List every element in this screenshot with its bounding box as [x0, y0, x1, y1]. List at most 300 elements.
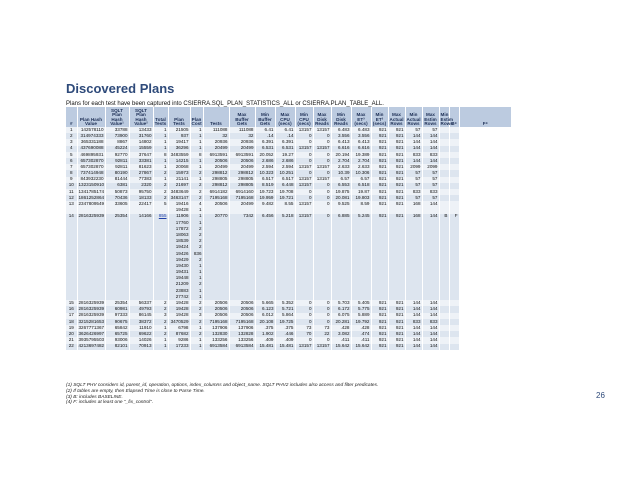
table-cell: 6.517 — [275, 177, 295, 183]
table-cell: 19.723 — [255, 189, 275, 195]
table-cell: 15.481 — [255, 344, 275, 350]
table-cell: 2.704 — [351, 158, 371, 164]
table-cell: 921 — [371, 139, 388, 145]
table-cell: 0 — [313, 152, 331, 158]
table-cell: 33605 — [105, 201, 129, 207]
page-number: 26 — [596, 391, 605, 400]
table-cell: 144 — [422, 325, 439, 331]
table-cell: 13433 — [129, 127, 153, 133]
table-cell: 73 — [313, 325, 331, 331]
table-cell: 0 — [313, 319, 331, 325]
table-cell: 5.665 — [255, 300, 275, 306]
table-cell: 3470529 — [168, 319, 190, 325]
footnotes — [66, 383, 378, 406]
column-header: Max Estim Rows — [422, 107, 439, 127]
table-cell: 0 — [313, 214, 331, 220]
table-cell: 1 — [190, 220, 203, 226]
table-cell: 10.251 — [275, 170, 295, 176]
table-cell: 14166 — [129, 214, 153, 220]
table-cell: 81444 — [105, 177, 129, 183]
table-cell: 921 — [371, 313, 388, 319]
table-cell: 0 — [295, 195, 313, 201]
table-cell: 921 — [371, 337, 388, 343]
table-cell: 833 — [422, 189, 439, 195]
table-cell: 6.413 — [351, 139, 371, 145]
table-cell: 137906 — [203, 325, 229, 331]
table-cell: 18 — [66, 319, 77, 325]
table-cell: 6913584 — [203, 344, 229, 350]
table-cell: 2 — [190, 232, 203, 238]
table-cell: 833 — [405, 152, 422, 158]
column-header: F⁴ — [459, 107, 512, 127]
table-cell: 2.704 — [331, 158, 351, 164]
table-cell: 3463147 — [168, 195, 190, 201]
table-cell: 8 — [66, 170, 77, 176]
table-cell: 921 — [371, 195, 388, 201]
page-description: Plans for each test have been captured into CSIERRA.SQL_PLAN_STATISTICS_ALL or CSIERRA.PLAN_TABLE_ALL. — [66, 101, 384, 107]
table-cell: 0 — [313, 306, 331, 312]
table-cell: 20506 — [229, 313, 255, 319]
table-cell: 921 — [388, 331, 405, 337]
table-cell: 2347809549 — [78, 201, 105, 207]
column-header: B⁴ — [449, 107, 459, 127]
table-cell: 11910 — [129, 325, 153, 331]
table-cell: 5.703 — [331, 300, 351, 306]
table-cell: 31760 — [129, 133, 153, 139]
table-cell: 1 — [190, 177, 203, 183]
table-cell: 2 — [153, 170, 168, 176]
footnote: (3) B: includes BASELINE. — [66, 394, 123, 400]
table-cell: 20506 — [203, 201, 229, 207]
column-header: Max ET³ (secs) — [351, 107, 371, 127]
table-cell: 2 — [190, 195, 203, 201]
table-cell: 19416 — [168, 201, 190, 207]
table-cell: 90675 — [105, 319, 129, 325]
table-cell: 6.885 — [331, 214, 351, 220]
table-cell: 8 — [190, 152, 203, 158]
table-cell: 3267771367 — [78, 325, 105, 330]
table-cell: 1 — [190, 127, 203, 133]
table-cell: 298805 — [229, 177, 255, 183]
table-cell: 921 — [371, 344, 388, 350]
table-cell: 1 — [190, 207, 203, 213]
table-cell: 469895931 — [77, 152, 105, 158]
table-cell: 1341785174 — [78, 188, 105, 194]
table-cell: 18539 — [168, 238, 190, 244]
table-cell: 13157 — [313, 177, 331, 183]
table-cell: 921 — [388, 306, 405, 312]
table-cell: 13157 — [313, 146, 331, 152]
table-cell: 2099 — [405, 164, 422, 170]
table-cell: 17 — [66, 313, 77, 319]
table-cell: 20506 — [203, 300, 229, 306]
table-cell: 10.323 — [255, 170, 275, 176]
table-cell: 6913591 — [203, 152, 229, 158]
table-cell: 3483559 — [168, 152, 190, 158]
table-cell: 13157 — [313, 164, 331, 170]
table-cell: 144 — [422, 146, 439, 152]
table-cell: .14 — [255, 133, 275, 139]
table-cell: 21141 — [168, 177, 190, 183]
table-cell: .411 — [351, 337, 371, 343]
table-cell: 33788 — [105, 127, 129, 133]
table-cell: 144 — [422, 201, 439, 207]
column-header: # — [66, 107, 77, 127]
table-cell: 15.481 — [275, 344, 295, 350]
table-cell: 836 — [190, 251, 203, 257]
table-cell: 49793 — [129, 306, 153, 312]
table-cell: 1 — [153, 127, 168, 133]
table-cell: 19.725 — [275, 319, 295, 325]
table-cell: 6.123 — [255, 306, 275, 312]
table-cell: 8867 — [105, 139, 129, 145]
table-cell: 314974333 — [77, 133, 105, 139]
table-cell: 20499 — [203, 146, 229, 152]
table-cell: 20506 — [203, 313, 229, 319]
table-cell: 13157 — [313, 344, 331, 350]
table-cell: 1 — [190, 214, 203, 220]
table-cell: 2.594 — [275, 164, 295, 170]
table-cell: 6.57 — [331, 177, 351, 183]
table-cell: 27867 — [129, 170, 153, 176]
table-cell: 21 — [66, 337, 77, 343]
table-cell: 144 — [405, 146, 422, 152]
table-cell: 6.57 — [351, 177, 371, 183]
table-cell: 5.889 — [351, 313, 371, 319]
table-cell: 2 — [190, 183, 203, 189]
table-cell: 144 — [422, 214, 439, 220]
table-cell: 7195168 — [203, 195, 229, 201]
table-cell: 7 — [66, 164, 77, 170]
table-cell: 2099 — [422, 164, 439, 170]
column-header: Plan Tests — [168, 107, 190, 127]
table-cell: 144 — [405, 344, 422, 350]
table-cell: 13157 — [295, 201, 313, 207]
table-cell: 20.281 — [331, 319, 351, 325]
table-cell: 15.642 — [331, 344, 351, 350]
table-cell: 2816325939 — [78, 300, 105, 306]
table-cell: 0 — [313, 189, 331, 195]
table-cell: 70913 — [129, 344, 153, 350]
table-cell: 15 — [66, 300, 77, 306]
table-cell: 19431 — [168, 269, 190, 275]
table-cell: 0 — [295, 313, 313, 319]
table-cell: 20770 — [203, 214, 229, 220]
table-cell: 14802 — [129, 139, 153, 145]
table-cell: 133256 — [229, 337, 255, 343]
table-cell: 2 — [153, 189, 168, 195]
table-cell: 5.721 — [275, 306, 295, 312]
table-cell: 6.483 — [331, 127, 351, 133]
table-cell: 13157 — [313, 127, 331, 133]
table-cell: 1 — [153, 133, 168, 139]
table-cell: 6.075 — [331, 313, 351, 319]
table-cell: 19426 — [168, 251, 190, 257]
page-title: Discovered Plans — [66, 81, 175, 96]
table-cell: 921 — [388, 344, 405, 350]
table-cell: 5 — [153, 201, 168, 207]
table-cell: 1 — [190, 146, 203, 152]
table-cell: 20.052 — [255, 152, 275, 158]
table-cell: 13157 — [295, 214, 313, 220]
table-cell: 19429 — [168, 257, 190, 263]
table-cell: 57 — [422, 195, 439, 201]
table-cell: 1 — [190, 337, 203, 343]
table-cell: 921 — [388, 337, 405, 343]
table-cell: 921 — [388, 313, 405, 319]
column-header: Min ET³ (secs) — [371, 107, 388, 127]
table-cell: 843932230 — [77, 177, 105, 183]
table-cell: 921 — [371, 325, 388, 331]
table-cell: 20506 — [203, 158, 229, 164]
table-cell: 5.775 — [351, 306, 371, 312]
table-cell: 2.594 — [255, 164, 275, 170]
table-cell: 6913584 — [229, 344, 255, 350]
table-cell: 2 — [190, 300, 203, 306]
table-cell: 20499 — [229, 164, 255, 170]
table-cell: 132830 — [203, 331, 229, 337]
table-cell: 1 — [190, 164, 203, 170]
table-cell: 921 — [388, 164, 405, 170]
table-cell: 1 — [190, 139, 203, 145]
table-cell: 19428 — [168, 207, 190, 213]
table-cell: 0 — [295, 133, 313, 139]
table-cell: 20936 — [229, 139, 255, 145]
table-cell: 6798 — [168, 325, 190, 331]
table-cell: 0 — [313, 170, 331, 176]
table-cell: 6.012 — [255, 313, 275, 319]
column-header: Plan Cost — [190, 107, 203, 127]
table-cell: 2 — [66, 133, 77, 139]
table-cell: 737414948 — [77, 170, 105, 176]
table-cell: 6.483 — [351, 127, 371, 133]
table-cell: 6.448 — [275, 183, 295, 189]
table-cell: 3 — [153, 313, 168, 319]
table-cell: 0 — [313, 158, 331, 164]
table-cell: 5.352 — [275, 300, 295, 306]
total-tests-link[interactable]: 855 — [153, 214, 168, 220]
table-cell: 6.413 — [331, 139, 351, 145]
table-cell: 2 — [190, 170, 203, 176]
table-cell: 19448 — [168, 276, 190, 282]
table-cell: 298812 — [203, 170, 229, 176]
table-cell: 97333 — [105, 313, 129, 319]
table-cell: 23883 — [168, 288, 190, 294]
table-cell: 132828 — [229, 331, 255, 337]
table-cell: 11906 — [168, 214, 190, 220]
table-cell: 0 — [313, 300, 331, 306]
table-cell: 57 — [405, 183, 422, 189]
table-cell: 22 — [313, 331, 331, 337]
table-cell: 144 — [422, 337, 439, 343]
table-cell: 144 — [422, 344, 439, 350]
table-cell: 15.642 — [351, 344, 371, 350]
table-cell: 1 — [190, 294, 203, 300]
column-header: Tests — [203, 107, 229, 127]
column-header: Plan Hash Value — [77, 107, 105, 127]
table-cell: 38372 — [129, 319, 153, 325]
table-cell: 10.306 — [351, 170, 371, 176]
table-cell: 9.525 — [331, 201, 351, 207]
table-cell: .474 — [351, 331, 371, 337]
table-cell: 65725 — [105, 331, 129, 337]
table-cell: 921 — [388, 127, 405, 133]
table-cell: 2 — [153, 319, 168, 325]
table-cell: 1 — [190, 158, 203, 164]
table-cell: 57 — [405, 195, 422, 201]
table-cell: 921 — [371, 152, 388, 158]
table-cell: 60981 — [105, 306, 129, 312]
table-cell: 937 — [168, 133, 190, 139]
table-cell: 8 — [153, 152, 168, 158]
column-header: Min Buffer Gets — [255, 107, 275, 127]
table-cell: 2 — [190, 189, 203, 195]
table-cell: 144 — [405, 331, 422, 337]
table-cell: 13157 — [295, 146, 313, 152]
table-cell: 2 — [190, 319, 203, 325]
table-cell: 0 — [313, 195, 331, 201]
table-cell: 6.517 — [255, 177, 275, 183]
table-cell: 0 — [295, 189, 313, 195]
table-cell: 50873 — [105, 189, 129, 195]
table-cell: 20506 — [229, 158, 255, 164]
table-cell: 921 — [388, 139, 405, 145]
table-cell: 36296 — [168, 146, 190, 152]
table-cell: 921 — [388, 158, 405, 164]
table-cell: 0 — [295, 319, 313, 325]
table-cell: 6.391 — [275, 139, 295, 145]
table-cell: 921 — [388, 319, 405, 325]
table-cell: 95750 — [129, 189, 153, 195]
table-cell: 2.633 — [351, 164, 371, 170]
table-cell: 19.708 — [275, 189, 295, 195]
table-cell — [439, 344, 449, 350]
table-cell: 80190 — [105, 170, 129, 176]
table-cell: 81623 — [129, 164, 153, 170]
table-cell: 144 — [405, 325, 422, 331]
table-cell: 13157 — [295, 164, 313, 170]
table-cell: 1 — [190, 276, 203, 282]
table-cell: 13 — [66, 201, 77, 207]
table-cell: 10 — [66, 183, 77, 189]
table-cell: 2 — [153, 183, 168, 189]
table-cell: 20506 — [203, 306, 229, 312]
table-cell: 70436 — [105, 195, 129, 201]
column-header: Max Actual Rows — [388, 107, 405, 127]
table-cell: 57 — [405, 127, 422, 133]
table-cell: 3483649 — [168, 189, 190, 195]
table-cell: 19430 — [168, 263, 190, 269]
table-cell: 144 — [422, 158, 439, 164]
table-cell: 1 — [153, 337, 168, 343]
table-cell: 144 — [422, 300, 439, 306]
table-cell: 16 — [66, 306, 77, 312]
table-cell: .411 — [331, 337, 351, 343]
table-cell: 4 — [190, 201, 203, 207]
table-cell: 6.518 — [351, 183, 371, 189]
table-cell: 7195168 — [229, 319, 255, 325]
table-cell: 1 — [153, 177, 168, 183]
column-header: Max Disk Reads — [313, 107, 331, 127]
column-header: SQLT Plan Hash Value¹ — [105, 107, 129, 127]
column-header: Total Tests — [153, 107, 168, 127]
table-cell: 921 — [388, 170, 405, 176]
table-cell: 921 — [371, 170, 388, 176]
table-cell: 20506 — [229, 306, 255, 312]
table-cell: 18063 — [168, 232, 190, 238]
table-cell: 921 — [388, 300, 405, 306]
table-cell: 14215 — [168, 158, 190, 164]
table-cell: 1 — [190, 325, 203, 331]
table-cell: 5.864 — [275, 313, 295, 319]
table-cell: 1 — [153, 344, 168, 350]
table-cell: 0 — [295, 170, 313, 176]
table-cell: 2 — [153, 300, 168, 306]
table-cell: 2 — [153, 306, 168, 312]
table-cell: 921 — [388, 189, 405, 195]
table-cell: 8.59 — [351, 201, 371, 207]
table-cell: 144 — [405, 337, 422, 343]
table-cell: 833 — [422, 319, 439, 325]
table-cell: 0 — [313, 313, 331, 319]
table-cell: 19.27 — [275, 152, 295, 158]
column-header: Min Estim Rows — [439, 107, 449, 127]
table-cell: 133256 — [203, 337, 229, 343]
table-cell: 20499 — [229, 146, 255, 152]
table-cell: 57 — [422, 183, 439, 189]
footnote: (4) F: includes at least one "_fix_control". — [66, 400, 154, 406]
table-cell: 73 — [295, 325, 313, 331]
table-cell: 21505 — [168, 127, 190, 133]
table-cell: 6.172 — [331, 306, 351, 312]
table-cell: 921 — [371, 146, 388, 152]
table-cell: 921 — [388, 133, 405, 139]
table-cell: 144 — [405, 306, 422, 312]
table-cell: 20499 — [229, 201, 255, 207]
table-cell: 1 — [153, 164, 168, 170]
table-cell: 0 — [313, 201, 331, 207]
table-cell: 93006 — [105, 337, 129, 343]
table-cell: 19428 — [168, 306, 190, 312]
table-cell: 6.531 — [275, 146, 295, 152]
table-cell: 0 — [313, 183, 331, 189]
table-cell: 2 — [190, 306, 203, 312]
table-cell: 6 — [66, 158, 77, 164]
table-cell: 921 — [371, 158, 388, 164]
table-cell: 2 — [190, 226, 203, 232]
table-cell: 9.482 — [255, 201, 275, 207]
table-cell: 1 — [190, 288, 203, 294]
table-cell: 0 — [313, 133, 331, 139]
table-cell: 1.902 — [255, 331, 275, 337]
table-cell: 56337 — [129, 300, 153, 306]
table-cell: 2 — [190, 331, 203, 337]
table-cell: 6914160 — [229, 189, 255, 195]
table-cell: 921 — [371, 331, 388, 337]
table-cell: 144 — [405, 133, 422, 139]
table-cell: 15973 — [168, 170, 190, 176]
table-cell: 8.519 — [255, 183, 275, 189]
table-cell: 57 — [422, 177, 439, 183]
table-cell: 9 — [66, 177, 77, 183]
table-cell: 20.108 — [255, 319, 275, 325]
table-cell: 20499 — [203, 164, 229, 170]
discovered-plans-table — [66, 107, 512, 350]
table-cell: .14 — [275, 133, 295, 139]
table-cell: 5.405 — [351, 300, 371, 306]
table-cell: .428 — [331, 325, 351, 331]
table-cell: 45224 — [105, 146, 129, 152]
